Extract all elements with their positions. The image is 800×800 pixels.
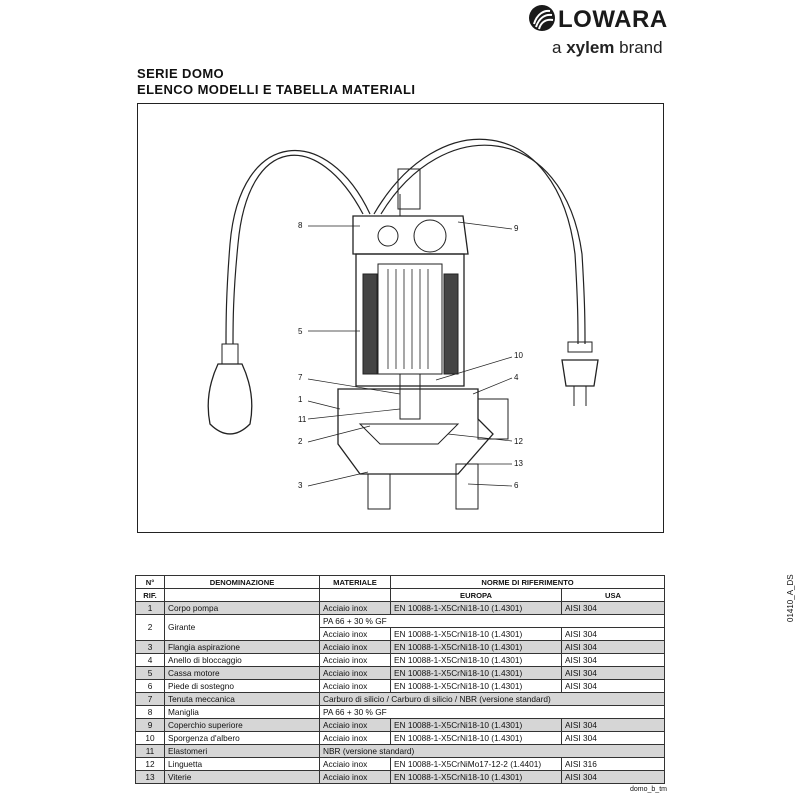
table-row: 11 Elastomeri NBR (versione standard) xyxy=(136,745,665,758)
callout-10: 10 xyxy=(514,351,523,360)
header-rif: RIF. xyxy=(136,589,165,602)
table-row: 1 Corpo pompa Acciaio inox EN 10088-1-X5CrNi18-10 (1.4301) AISI 304 xyxy=(136,602,665,615)
footer-code: domo_b_tm xyxy=(630,786,667,793)
brand-logo xyxy=(528,2,668,62)
lowara-swirl-icon xyxy=(528,4,556,32)
table-row: 13 Viterie Acciaio inox EN 10088-1-X5CrNi18-10 (1.4301) AISI 304 xyxy=(136,771,665,784)
table-row: 3 Flangia aspirazione Acciaio inox EN 10088-1-X5CrNi18-10 (1.4301) AISI 304 xyxy=(136,641,665,654)
table-row: 2 Girante PA 66 + 30 % GF xyxy=(136,615,665,628)
table-row: 9 Coperchio superiore Acciaio inox EN 10088-1-X5CrNi18-10 (1.4301) AISI 304 xyxy=(136,719,665,732)
pump-cross-section-drawing xyxy=(138,104,665,534)
table-row: 8 Maniglia PA 66 + 30 % GF xyxy=(136,706,665,719)
callout-3: 3 xyxy=(298,481,303,490)
table-row: 4 Anello di bloccaggio Acciaio inox EN 10088-1-X5CrNi18-10 (1.4301) AISI 304 xyxy=(136,654,665,667)
title-line-2: ELENCO MODELLI E TABELLA MATERIALI xyxy=(137,82,416,97)
callout-6: 6 xyxy=(514,481,519,490)
callout-9: 9 xyxy=(514,224,519,233)
drawing-code: 01410_A_DS xyxy=(786,574,795,622)
callout-13: 13 xyxy=(514,459,523,468)
table-subheader-row xyxy=(136,589,665,602)
brand-name: LOWARA xyxy=(558,6,668,33)
table-row: 7 Tenuta meccanica Carburo di silicio / Carburo di silicio / NBR (versione standard) xyxy=(136,693,665,706)
table-row: 12 Linguetta Acciaio inox EN 10088-1-X5CrNiMo17-12-2 (1.4401) AISI 316 xyxy=(136,758,665,771)
callout-12: 12 xyxy=(514,437,523,446)
callout-1: 1 xyxy=(298,395,303,404)
brand-tagline: a xylem brand xyxy=(552,38,663,57)
callout-8: 8 xyxy=(298,221,303,230)
header-norms: NORME DI RIFERIMENTO xyxy=(391,576,665,589)
callout-5: 5 xyxy=(298,327,303,336)
table-row: Acciaio inox EN 10088-1-X5CrNi18-10 (1.4301) AISI 304 xyxy=(136,628,665,641)
callout-7: 7 xyxy=(298,373,303,382)
page-title xyxy=(137,66,415,98)
header-name: DENOMINAZIONE xyxy=(165,576,320,589)
callout-2: 2 xyxy=(298,437,303,446)
materials-table xyxy=(135,575,665,784)
callout-4: 4 xyxy=(514,373,519,382)
header-europe: EUROPA xyxy=(391,589,562,602)
header-num: N° xyxy=(136,576,165,589)
callout-11: 11 xyxy=(298,415,307,424)
header-material: MATERIALE xyxy=(320,576,391,589)
table-row: 10 Sporgenza d'albero Acciaio inox EN 10088-1-X5CrNi18-10 (1.4301) AISI 304 xyxy=(136,732,665,745)
table-row: 5 Cassa motore Acciaio inox EN 10088-1-X5CrNi18-10 (1.4301) AISI 304 xyxy=(136,667,665,680)
title-line-1: SERIE DOMO xyxy=(137,66,225,81)
table-row: 6 Piede di sostegno Acciaio inox EN 10088-1-X5CrNi18-10 (1.4301) AISI 304 xyxy=(136,680,665,693)
table-header-row xyxy=(136,576,665,589)
header-usa: USA xyxy=(562,589,665,602)
